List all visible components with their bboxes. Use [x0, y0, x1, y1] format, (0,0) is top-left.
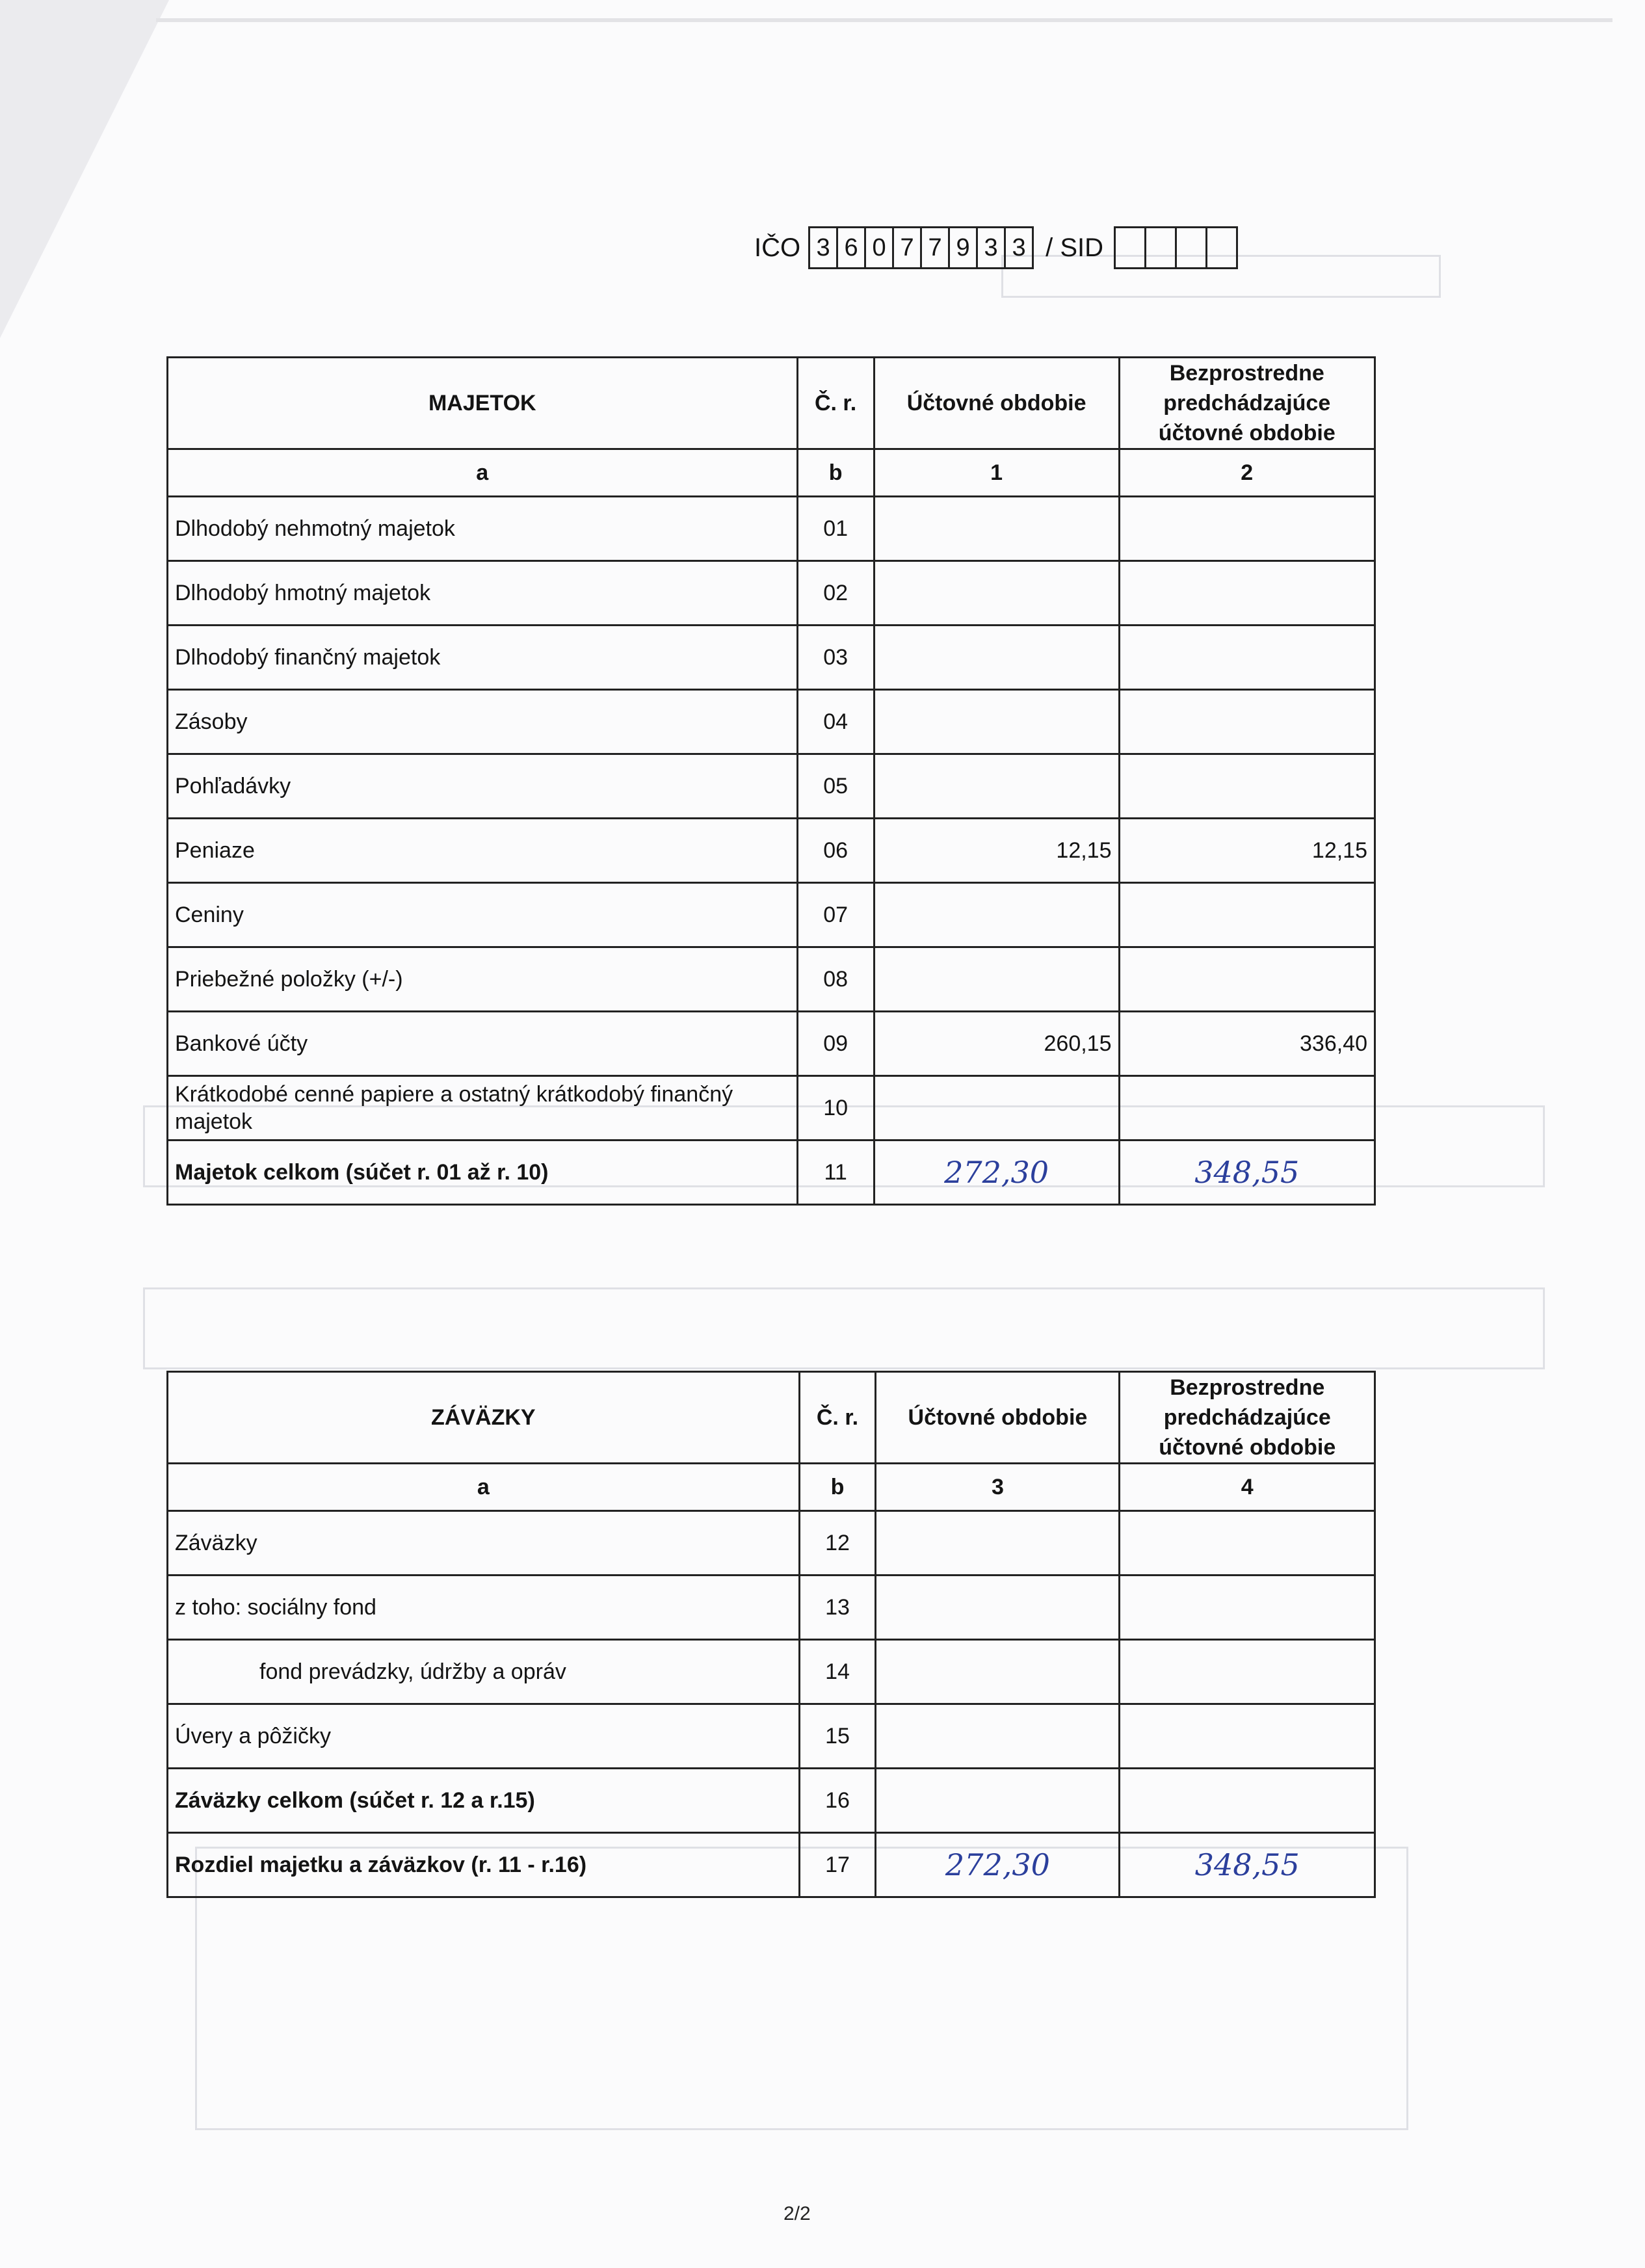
row-previous-value — [1120, 1769, 1375, 1833]
ico-digit-box: 3 — [808, 226, 838, 269]
col-header-current: Účtovné obdobie — [876, 1372, 1120, 1464]
table-row — [168, 1704, 1375, 1769]
col-header-cr: Č. r. — [797, 358, 874, 449]
row-current-value: 260,15 — [874, 1012, 1119, 1076]
row-previous-value — [1120, 1640, 1375, 1704]
row-previous-value — [1119, 626, 1375, 690]
table-row — [168, 1012, 1375, 1076]
col-letter: a — [168, 449, 798, 497]
ico-digit-box: 3 — [1006, 226, 1034, 269]
column-letters-row — [168, 449, 1375, 497]
col-header-previous: Bezprostredne predchádzajúce účtovné obdobie — [1119, 358, 1375, 449]
ico-digit-box: 3 — [978, 226, 1006, 269]
row-previous-value — [1120, 1511, 1375, 1576]
row-label: Dlhodobý hmotný majetok — [168, 561, 798, 626]
table-row — [168, 947, 1375, 1012]
row-number: 08 — [797, 947, 874, 1012]
row-previous-value — [1119, 561, 1375, 626]
row-current-value — [874, 883, 1119, 947]
row-label: Záväzky — [168, 1511, 800, 1576]
row-number: 13 — [799, 1576, 876, 1640]
row-current-value — [874, 626, 1119, 690]
table-row — [168, 497, 1375, 561]
row-label: Bankové účty — [168, 1012, 798, 1076]
ico-digit-box: 0 — [866, 226, 894, 269]
table-row — [168, 754, 1375, 819]
row-current-value — [876, 1511, 1120, 1576]
table-row — [168, 1076, 1375, 1141]
row-label: Úvery a pôžičky — [168, 1704, 800, 1769]
row-previous-value — [1120, 1576, 1375, 1640]
row-number: 02 — [797, 561, 874, 626]
col-letter: 2 — [1119, 449, 1375, 497]
sid-box — [1207, 226, 1238, 269]
row-number: 04 — [797, 690, 874, 754]
row-previous-value: 336,40 — [1119, 1012, 1375, 1076]
row-label: Majetok celkom (súčet r. 01 až r. 10) — [168, 1141, 798, 1205]
row-label: Krátkodobé cenné papiere a ostatný krátkodobý finančný majetok — [168, 1076, 798, 1141]
row-current-value — [876, 1576, 1120, 1640]
handwritten-previous-total: 348,55 — [1119, 1141, 1375, 1205]
row-current-value — [876, 1769, 1120, 1833]
row-label: Pohľadávky — [168, 754, 798, 819]
row-number: 14 — [799, 1640, 876, 1704]
ico-digit-box: 9 — [950, 226, 978, 269]
row-number: 11 — [797, 1141, 874, 1205]
row-number: 03 — [797, 626, 874, 690]
row-number: 07 — [797, 883, 874, 947]
row-number: 05 — [797, 754, 874, 819]
ico-digit-box: 6 — [838, 226, 866, 269]
sid-box — [1177, 226, 1207, 269]
row-number: 01 — [797, 497, 874, 561]
col-letter: b — [797, 449, 874, 497]
row-label: Rozdiel majetku a záväzkov (r. 11 - r.16) — [168, 1833, 800, 1897]
table-row — [168, 626, 1375, 690]
col-header-title: ZÁVÄZKY — [168, 1372, 800, 1464]
col-letter: 3 — [876, 1464, 1120, 1511]
row-number: 06 — [797, 819, 874, 883]
handwritten-current-total: 272,30 — [874, 1141, 1119, 1205]
sid-label: / SID — [1046, 233, 1104, 262]
col-header-previous: Bezprostredne predchádzajúce účtovné obdobie — [1120, 1372, 1375, 1464]
row-current-value — [874, 497, 1119, 561]
table-row — [168, 819, 1375, 883]
row-current-value — [876, 1704, 1120, 1769]
ico-digit-box: 7 — [922, 226, 950, 269]
col-header-title: MAJETOK — [168, 358, 798, 449]
show-through-box — [143, 1287, 1545, 1369]
col-letter: 1 — [874, 449, 1119, 497]
column-letters-row — [168, 1464, 1375, 1511]
handwritten-previous-difference: 348,55 — [1120, 1833, 1375, 1897]
row-label: z toho: sociálny fond — [168, 1576, 800, 1640]
row-previous-value — [1119, 497, 1375, 561]
row-number: 12 — [799, 1511, 876, 1576]
table-row-difference — [168, 1833, 1375, 1897]
row-number: 16 — [799, 1769, 876, 1833]
row-number: 17 — [799, 1833, 876, 1897]
row-previous-value: 12,15 — [1119, 819, 1375, 883]
page-edge — [156, 18, 1612, 22]
row-label: Priebežné položky (+/-) — [168, 947, 798, 1012]
ico-label: IČO — [754, 233, 801, 262]
row-current-value — [876, 1640, 1120, 1704]
table-header-row — [168, 1372, 1375, 1464]
row-current-value — [874, 947, 1119, 1012]
table-header-row — [168, 358, 1375, 449]
ico-digit-box: 7 — [894, 226, 922, 269]
page-number: 2/2 — [783, 2203, 811, 2224]
table-row — [168, 561, 1375, 626]
row-label: Zásoby — [168, 690, 798, 754]
majetok-table — [166, 356, 1376, 1206]
row-label: Dlhodobý finančný majetok — [168, 626, 798, 690]
row-previous-value — [1120, 1704, 1375, 1769]
row-label: Peniaze — [168, 819, 798, 883]
table-row — [168, 1640, 1375, 1704]
table-row-total — [168, 1141, 1375, 1205]
row-number: 15 — [799, 1704, 876, 1769]
table-row — [168, 1576, 1375, 1640]
table-row — [168, 883, 1375, 947]
col-letter: b — [799, 1464, 876, 1511]
row-current-value — [874, 561, 1119, 626]
zavazky-table — [166, 1371, 1376, 1898]
row-label: Záväzky celkom (súčet r. 12 a r.15) — [168, 1769, 800, 1833]
row-previous-value — [1119, 883, 1375, 947]
row-label: Dlhodobý nehmotný majetok — [168, 497, 798, 561]
row-number: 09 — [797, 1012, 874, 1076]
table-row-total — [168, 1769, 1375, 1833]
row-previous-value — [1119, 754, 1375, 819]
row-previous-value — [1119, 1076, 1375, 1141]
row-label: Ceniny — [168, 883, 798, 947]
col-letter: a — [168, 1464, 800, 1511]
col-letter: 4 — [1120, 1464, 1375, 1511]
sid-box — [1114, 226, 1146, 269]
row-number: 10 — [797, 1076, 874, 1141]
row-label: fond prevádzky, údržby a opráv — [168, 1640, 800, 1704]
row-current-value — [874, 1076, 1119, 1141]
ico-sid-header — [754, 226, 1238, 269]
row-current-value — [874, 690, 1119, 754]
row-current-value — [874, 754, 1119, 819]
handwritten-current-difference: 272,30 — [876, 1833, 1120, 1897]
col-header-current: Účtovné obdobie — [874, 358, 1119, 449]
sid-box — [1146, 226, 1177, 269]
table-row — [168, 1511, 1375, 1576]
folded-corner — [0, 0, 169, 338]
row-previous-value — [1119, 690, 1375, 754]
row-previous-value — [1119, 947, 1375, 1012]
table-row — [168, 690, 1375, 754]
row-current-value: 12,15 — [874, 819, 1119, 883]
col-header-cr: Č. r. — [799, 1372, 876, 1464]
